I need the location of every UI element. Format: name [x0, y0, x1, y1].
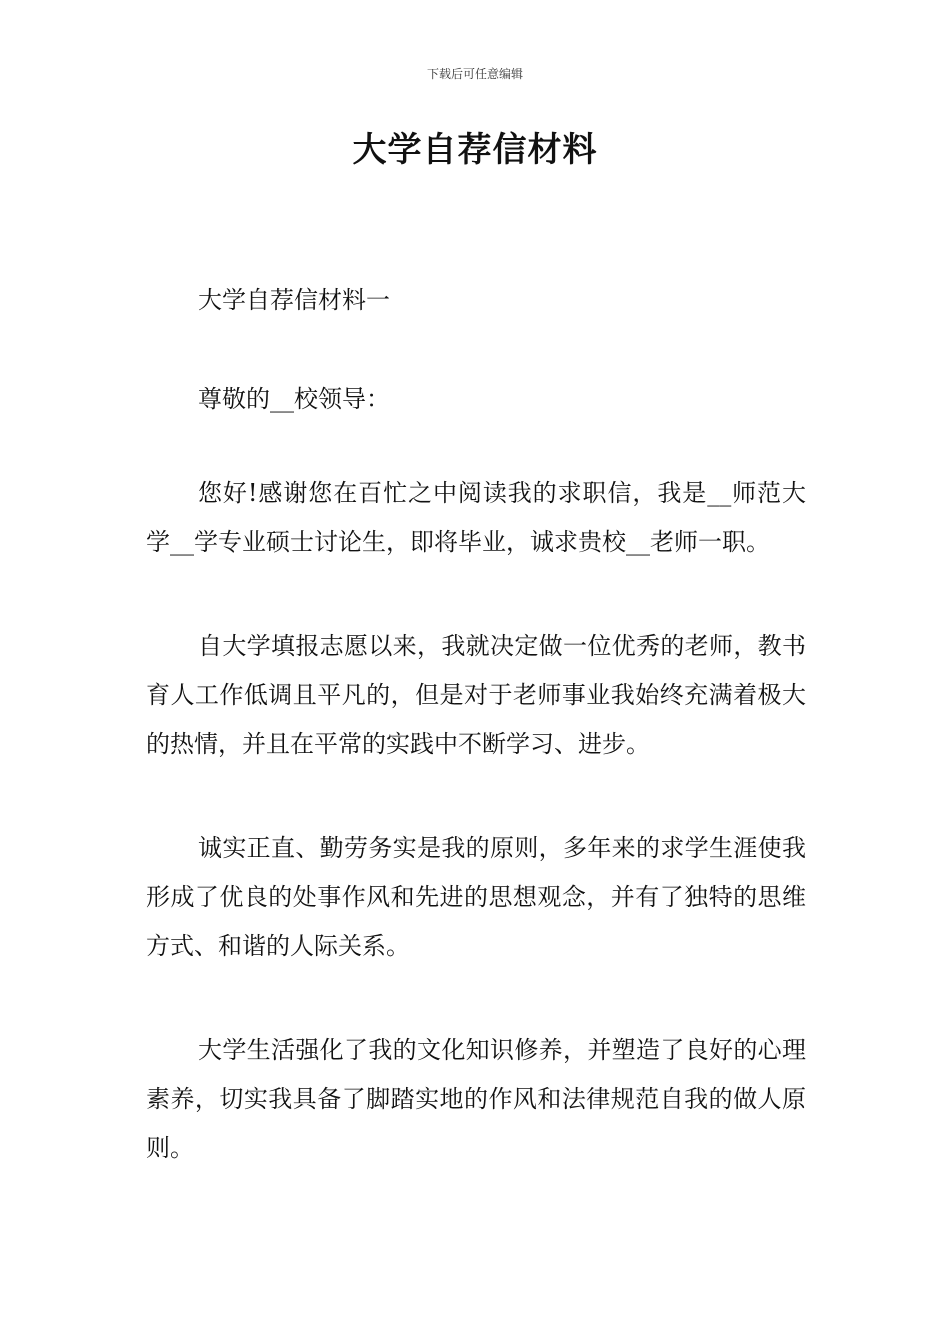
body-paragraph: 诚实正直、勤劳务实是我的原则，多年来的求学生涯使我形成了优良的处事作风和先进的思想观念，并有了独特的思维方式、和谐的人际关系。 [146, 834, 806, 960]
document-title: 大学自荐信材料 [352, 130, 598, 170]
salutation: 尊敬的__校领导： [198, 385, 390, 413]
document-body [146, 276, 806, 1228]
section-title: 大学自荐信材料一 [198, 286, 390, 314]
header-note: 下载后可任意编辑 [426, 67, 523, 81]
body-paragraph: 您好!感谢您在百忙之中阅读我的求职信，我是__师范大学__学专业硕士讨论生，即将毕业，诚求贵校__老师一职。 [146, 479, 806, 556]
body-paragraph: 自大学填报志愿以来，我就决定做一位优秀的老师，教书育人工作低调且平凡的，但是对于老师事业我始终充满着极大的热情，并且在平常的实践中不断学习、进步。 [146, 632, 806, 758]
body-paragraph: 大学生活强化了我的文化知识修养，并塑造了良好的心理素养，切实我具备了脚踏实地的作风和法律规范自我的做人原则。 [146, 1036, 806, 1162]
